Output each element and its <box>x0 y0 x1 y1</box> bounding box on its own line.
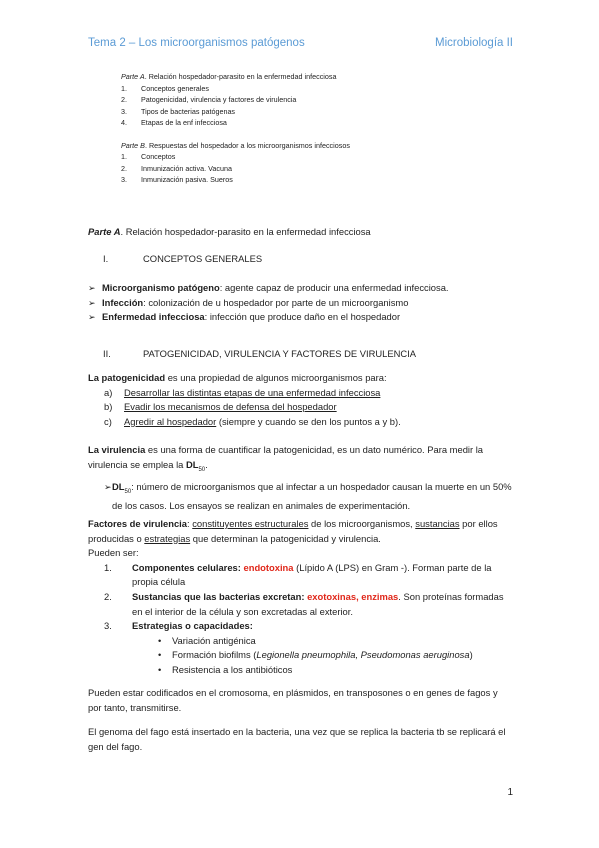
paragraph-genoma-fago: El genoma del fago está insertado en la bacteria, una vez que se replica la bacteria tb se replicará el gen del fago. <box>88 726 506 752</box>
patogenicidad-term: La patogenicidad <box>88 372 166 383</box>
toc-text: Patogenicidad, virulencia y factores de virulencia <box>141 95 297 104</box>
dl-term: DL <box>185 458 199 470</box>
toc-text: Conceptos <box>141 152 176 161</box>
toc-num: 2. <box>121 95 127 104</box>
list-item <box>88 400 512 415</box>
arrow-bullet-icon: ➢ <box>88 312 96 323</box>
virulencia-paragraph <box>88 443 512 477</box>
list-item <box>88 310 512 325</box>
toc-text: Conceptos generales <box>141 83 209 93</box>
factor-highlight: endotoxina <box>243 561 294 573</box>
list-letter: c) <box>104 415 112 427</box>
list-item <box>88 619 512 634</box>
dl-definition: : número de microorganismos que al infectar a un hospedador causan la muerte en un 50% de los casos. Los ensayos se realizan en animales de experimentación. <box>112 481 512 512</box>
list-letter: a) <box>104 386 113 398</box>
toc-num: 1. <box>121 152 127 161</box>
arrow-bullet-icon: ➢ <box>88 297 96 308</box>
factores-term: Factores de virulencia <box>88 518 188 529</box>
section-number: I. <box>103 253 109 264</box>
part-a-label: Parte A <box>88 226 121 237</box>
header-subject: Microbiología II <box>435 37 513 49</box>
arrow-bullet-icon: ➢ <box>88 283 96 293</box>
toc-text: Inmunización pasiva. Sueros <box>141 175 233 184</box>
arrow-bullet-icon: ➢ <box>104 482 112 492</box>
page-number: 1 <box>507 787 513 798</box>
definitions-list <box>88 281 512 325</box>
pueden-ser: Pueden ser: <box>88 547 139 559</box>
list-item <box>121 83 350 95</box>
toc-part-a <box>121 71 350 83</box>
definition-text: : infección que produce daño en el hospedador <box>204 311 401 323</box>
virulencia-text: es una forma de cuantificar la patogenicidad, es un dato numérico. Para medir la virulencia se emplea la <box>88 444 484 470</box>
list-text: (siempre y cuando se den los puntos a y b). <box>216 415 401 427</box>
list-item <box>104 480 512 514</box>
patogenicidad-block <box>88 371 512 429</box>
patogenicidad-text: es una propiedad de algunos microorganismos para: <box>165 372 387 383</box>
list-text-underlined: Agredir al hospedador <box>124 415 217 427</box>
toc-text: Inmunización activa. Vacuna <box>141 163 232 173</box>
toc-part-a-label: Parte A <box>121 72 145 81</box>
list-text-underlined: Evadir los mecanismos de defensa del hospedador <box>124 401 337 413</box>
strategy-text: Formación biofilms ( <box>172 649 257 661</box>
list-item <box>158 634 512 649</box>
section-title: PATOGENICIDAD, VIRULENCIA Y FACTORES DE VIRULENCIA <box>143 348 416 359</box>
list-item <box>88 296 512 311</box>
list-number: 2. <box>104 590 112 602</box>
dot-bullet-icon: • <box>158 663 162 675</box>
part-a-title: . Relación hospedador-parasito en la enfermedad infecciosa <box>120 226 371 237</box>
factor-term: Sustancias que las bacterias excretan: <box>132 590 308 602</box>
list-number: 1. <box>104 561 112 573</box>
paragraph-codificados: Pueden estar codificados en el cromosoma, en plásmidos, en transposones o en genes de fagos y por tanto, transmitirse. <box>88 687 498 713</box>
factor-term: Componentes celulares: <box>132 561 244 573</box>
strategy-text: Resistencia a los antibióticos <box>172 663 293 675</box>
list-item <box>121 106 350 118</box>
toc-num: 3. <box>121 106 127 116</box>
toc-text: Tipos de bacterias patógenas <box>141 106 236 116</box>
factores-text: que determinan la patogenicidad y virulencia. <box>190 532 381 544</box>
factores-underlined: sustancias <box>415 518 460 529</box>
toc-part-b <box>121 140 350 152</box>
part-a-heading <box>88 225 512 240</box>
section-title: CONCEPTOS GENERALES <box>143 253 263 264</box>
factores-underlined: estrategias <box>144 532 191 544</box>
table-of-contents <box>121 71 350 186</box>
list-item <box>121 151 350 163</box>
dl-subscript: 50 <box>198 466 206 473</box>
list-item <box>88 590 512 619</box>
list-letter: b) <box>104 401 113 413</box>
patogenicidad-intro <box>88 371 512 386</box>
definition-text: : agente capaz de producir una enfermedad infecciosa. <box>219 282 449 293</box>
dot-bullet-icon: • <box>158 634 162 646</box>
factores-underlined: constituyentes estructurales <box>192 518 309 529</box>
list-text-underlined: Desarrollar las distintas etapas de una enfermedad infecciosa <box>124 386 381 398</box>
virulencia-term: La virulencia <box>88 444 146 455</box>
factores-text: : <box>187 518 193 529</box>
toc-num: 1. <box>121 83 127 93</box>
definition-term: Enfermedad infecciosa <box>102 311 205 323</box>
toc-part-a-title: . Relación hospedador-parasito en la enfermedad infecciosa <box>144 72 337 81</box>
toc-num: 2. <box>121 163 127 173</box>
list-item <box>158 663 512 678</box>
factor-text: . Son proteínas formadas en el interior de la célula y son excretadas al exterior. <box>132 590 504 617</box>
toc-num: 4. <box>121 118 127 127</box>
list-item <box>121 117 350 129</box>
list-item <box>121 174 350 186</box>
definition-term: Infección <box>102 296 144 308</box>
section-heading-1 <box>103 253 262 264</box>
section-heading-2 <box>103 348 416 359</box>
section-number: II. <box>103 348 111 359</box>
strategy-species: Legionella pneumophila, Pseudomonas aeruginosa <box>256 649 470 661</box>
dl-subscript: 50 <box>124 488 132 495</box>
list-item <box>88 415 512 430</box>
dl-term: DL <box>112 481 125 492</box>
toc-text: Etapas de la enf infecciosa <box>141 118 227 127</box>
toc-part-b-label: Parte B <box>121 140 145 150</box>
factor-highlight: exotoxinas, enzimas <box>307 590 399 602</box>
toc-num: 3. <box>121 175 127 184</box>
factores-text: de los microorganismos, <box>308 518 416 529</box>
list-item <box>121 163 350 175</box>
factores-text: por ellos producidas o <box>88 518 498 544</box>
list-item <box>121 94 350 106</box>
virulencia-end: . <box>205 458 208 470</box>
dot-bullet-icon: • <box>158 649 162 661</box>
strategies-list <box>88 634 512 678</box>
list-item <box>88 561 512 590</box>
list-item <box>88 386 512 401</box>
toc-part-b-title: . Respuestas del hospedador a los microorganismos infecciosos <box>144 140 350 150</box>
header-title: Tema 2 – Los microorganismos patógenos <box>88 37 305 49</box>
factores-paragraph <box>88 517 512 678</box>
dl50-bullet <box>104 480 512 514</box>
factor-term: Estrategias o capacidades: <box>132 620 253 632</box>
list-item <box>88 281 512 296</box>
factor-text: (Lípido A (LPS) en Gram -). Forman parte de la propia célula <box>132 561 492 588</box>
list-number: 3. <box>104 620 112 632</box>
strategy-text: Variación antigénica <box>172 634 256 646</box>
definition-text: : colonización de u hospedador por parte de un microorganismo <box>143 296 409 308</box>
list-item <box>158 648 512 663</box>
definition-term: Microorganismo patógeno <box>102 282 220 293</box>
strategy-text-end: ) <box>469 649 473 661</box>
